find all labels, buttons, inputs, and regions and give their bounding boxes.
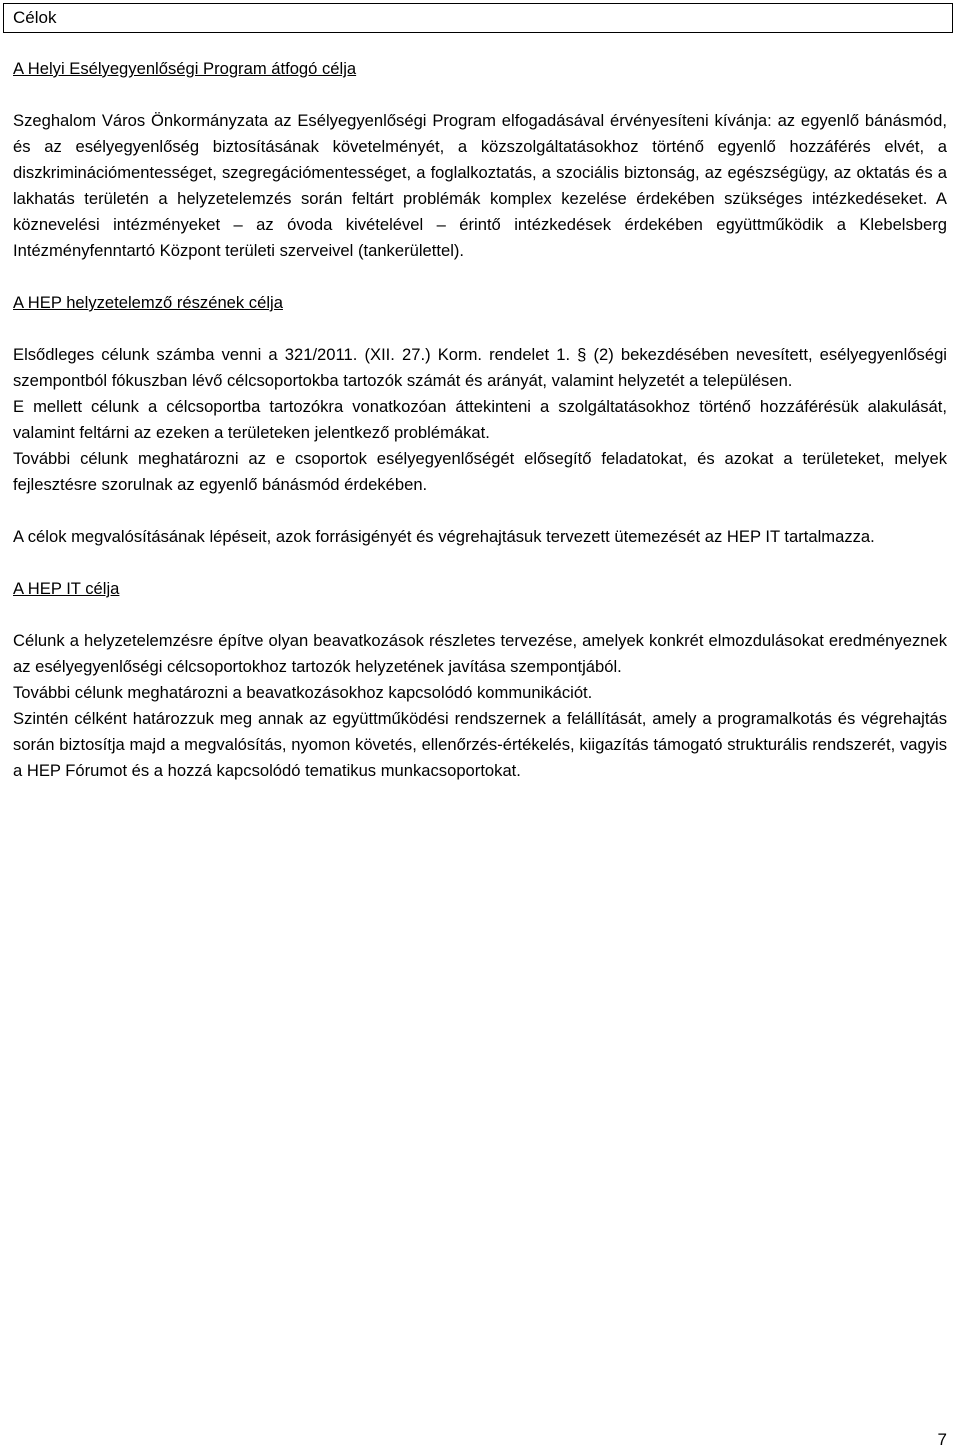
- document-body: [13, 56, 947, 784]
- page-heading: Célok: [13, 8, 57, 27]
- spacer: [13, 550, 947, 576]
- paragraph: Elsődleges célunk számba venni a 321/2011. (XII. 27.) Korm. rendelet 1. § (2) bekezdésében nevesített, esélyegyenlőségi szempontból fókuszban lévő célcsoportokba tartozók számát és arányát, valamint helyzetét a településen.: [13, 345, 947, 390]
- heading-box: [3, 3, 953, 33]
- spacer: [13, 602, 947, 628]
- paragraph: A célok megvalósításának lépéseit, azok forrásigényét és végrehajtásuk tervezett ütemezését az HEP IT tartalmazza.: [13, 527, 875, 546]
- section-title-action-plan-goal: A HEP IT célja: [13, 579, 120, 598]
- spacer: [13, 316, 947, 342]
- paragraph: Célunk a helyzetelemzésre építve olyan beavatkozások részletes tervezése, amelyek konkrét elmozdulásokat eredményeznek az esélyegyenlőségi célcsoportokhoz tartozók helyzetének javítása szempontjából.: [13, 631, 947, 676]
- paragraph: További célunk meghatározni az e csoportok esélyegyenlőségét elősegítő feladatokat, és azokat a területeket, melyek fejlesztésre szorulnak az egyenlő bánásmód érdekében.: [13, 449, 947, 494]
- paragraph: További célunk meghatározni a beavatkozásokhoz kapcsolódó kommunikációt.: [13, 683, 593, 702]
- spacer: [13, 82, 947, 108]
- paragraph: E mellett célunk a célcsoportba tartozókra vonatkozóan áttekinteni a szolgáltatásokhoz történő hozzáférésük alakulását, valamint feltárni az ezeken a területeken jelentkező problémákat.: [13, 397, 947, 442]
- spacer: [13, 498, 947, 524]
- paragraph: Szintén célként határozzuk meg annak az együttműködési rendszernek a felállítását, amely a programalkotás és végrehajtás során biztosítja majd a megvalósítás, nyomon követés, ellenőrzés-értékelés, kiigazítás támogató strukturális rendszerét, vagyis a HEP Fórumot és a hozzá kapcsolódó tematikus munkacsoportokat.: [13, 709, 947, 780]
- paragraph: Szeghalom Város Önkormányzata az Esélyegyenlőségi Program elfogadásával érvényesíteni kívánja: az egyenlő bánásmód, és az esélyegyenlőség biztosításának követelményét, a közszolgáltatásokhoz történő egyenlő hozzáférés elvét, a diszkriminációmentességet, szegregációmentességet, a foglalkoztatás, a szociális biztonság, az egészségügy, az oktatás és a lakhatás területén a helyzetelemzés során feltárt problémák komplex kezelése érdekében szükséges intézkedéseket. A köznevelési intézményeket – az óvoda kivételével – érintő intézkedések érdekében együttműködik a Klebelsberg Intézményfenntartó Központ területi szerveivel (tankerülettel).: [13, 111, 947, 260]
- spacer: [13, 264, 947, 290]
- page-number: 7: [937, 1430, 947, 1449]
- section-title-analysis-goal: A HEP helyzetelemző részének célja: [13, 293, 283, 312]
- section-title-overall-goal: A Helyi Esélyegyenlőségi Program átfogó célja: [13, 59, 357, 78]
